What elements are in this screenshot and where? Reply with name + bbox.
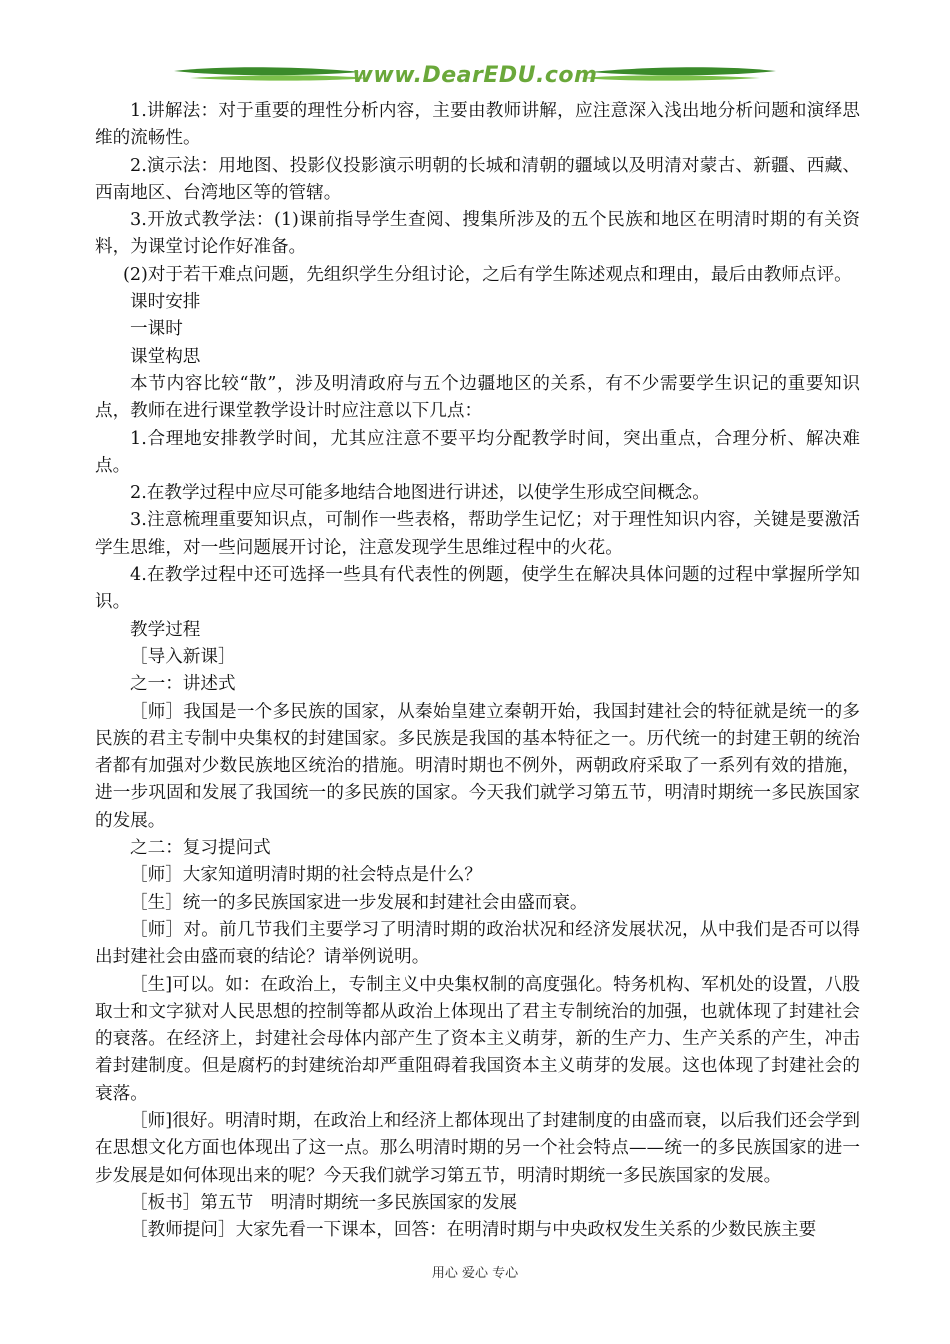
paragraph: ［师］我国是一个多民族的国家，从秦始皇建立秦朝开始，我国封建社会的特征就是统一的多民族的君主专制中央集权的封建国家。多民族是我国的基本特征之一。历代统一的封建王朝的统治者都有加强对少数民族地区统治的措施。明清时期也不例外，两朝政府采取了一系列有效的措施，进一步巩固和发展了我国统一的多民族的国家。今天我们就学习第五节，明清时期统一多民族国家的发展。 xyxy=(95,701,860,831)
paragraph: ［师］对。前几节我们主要学习了明清时期的政治状况和经济发展状况，从中我们是否可以得出封建社会由盛而衰的结论？请举例说明。 xyxy=(95,919,860,968)
paragraph: 4.在教学过程中还可选择一些具有代表性的例题，使学生在解决具体问题的过程中掌握所学知识。 xyxy=(95,565,860,613)
paragraph: ［师］大家知道明清时期的社会特点是什么？ xyxy=(130,865,482,886)
paragraph: 之一：讲述式 xyxy=(130,674,236,695)
paragraph: 本节内容比较“散”，涉及明清政府与五个边疆地区的关系，有不少需要学生识记的重要知识点，教师在进行课堂教学设计时应注意以下几点： xyxy=(95,373,860,422)
paragraph: 之二：复习提问式 xyxy=(130,838,271,859)
section-heading: 课时安排 xyxy=(130,292,201,313)
paragraph: ［导入新课］ xyxy=(130,646,236,667)
paragraph: 一课时 xyxy=(130,319,183,340)
section-heading: 课堂构思 xyxy=(130,346,201,367)
paragraph: 2.演示法：用地图、投影仪投影演示明朝的长城和清朝的疆域以及明清对蒙古、新疆、西藏、西南地区、台湾地区等的管辖。 xyxy=(95,155,860,203)
paragraph: 3.开放式教学法：(1)课前指导学生查阅、搜集所涉及的五个民族和地区在明清时期的有关资料，为课堂讨论作好准备。 xyxy=(95,210,860,258)
site-logo-text: www.DearEDU.com xyxy=(352,63,598,88)
document-body xyxy=(95,98,860,1244)
paragraph: ［教师提问］大家先看一下课本，回答：在明清时期与中央政权发生关系的少数民族主要 xyxy=(130,1220,817,1241)
paragraph: 3.注意梳理重要知识点，可制作一些表格，帮助学生记忆；对于理性知识内容，关键是要激活学生思维，对一些问题展开讨论，注意发现学生思维过程中的火花。 xyxy=(95,510,860,558)
page-footer: 用心 爱心 专心 xyxy=(431,1266,519,1281)
paragraph: ［板书］第五节 明清时期统一多民族国家的发展 xyxy=(130,1192,518,1213)
paragraph: ［生]可以。如：在政治上，专制主义中央集权制的高度强化。特务机构、军机处的设置，八股取士和文字狱对人民思想的控制等都从政治上体现出了君主专制统治的加强，也就体现了封建社会的衰落。在经济上，封建社会母体内部产生了资本主义萌芽，新的生产力、生产关系的产生，冲击着封建制度。但是腐朽的封建统治却严重阻碍着我国资本主义萌芽的发展。这也体现了封建社会的衰落。 xyxy=(95,974,860,1104)
paragraph: 1.合理地安排教学时间，尤其应注意不要平均分配教学时间，突出重点，合理分析、解决难点。 xyxy=(95,428,860,476)
paragraph: ［师]很好。明清时期，在政治上和经济上都体现出了封建制度的由盛而衰，以后我们还会学到在思想文化方面也体现出了这一点。那么明清时期的另一个社会特点——统一的多民族国家的进一步发展是如何体现出来的呢？今天我们就学习第五节，明清时期统一多民族国家的发展。 xyxy=(95,1110,860,1186)
site-banner xyxy=(170,58,780,94)
paragraph: (2)对于若干难点问题，先组织学生分组讨论，之后有学生陈述观点和理由，最后由教师点评。 xyxy=(123,264,852,285)
paragraph: 2.在教学过程中应尽可能多地结合地图进行讲述，以使学生形成空间概念。 xyxy=(130,483,710,504)
paragraph: ［生］统一的多民族国家进一步发展和封建社会由盛而衰。 xyxy=(130,892,588,913)
paragraph: 1.讲解法：对于重要的理性分析内容，主要由教师讲解，应注意深入浅出地分析问题和演绎思维的流畅性。 xyxy=(95,101,860,149)
section-heading: 教学过程 xyxy=(130,619,201,640)
